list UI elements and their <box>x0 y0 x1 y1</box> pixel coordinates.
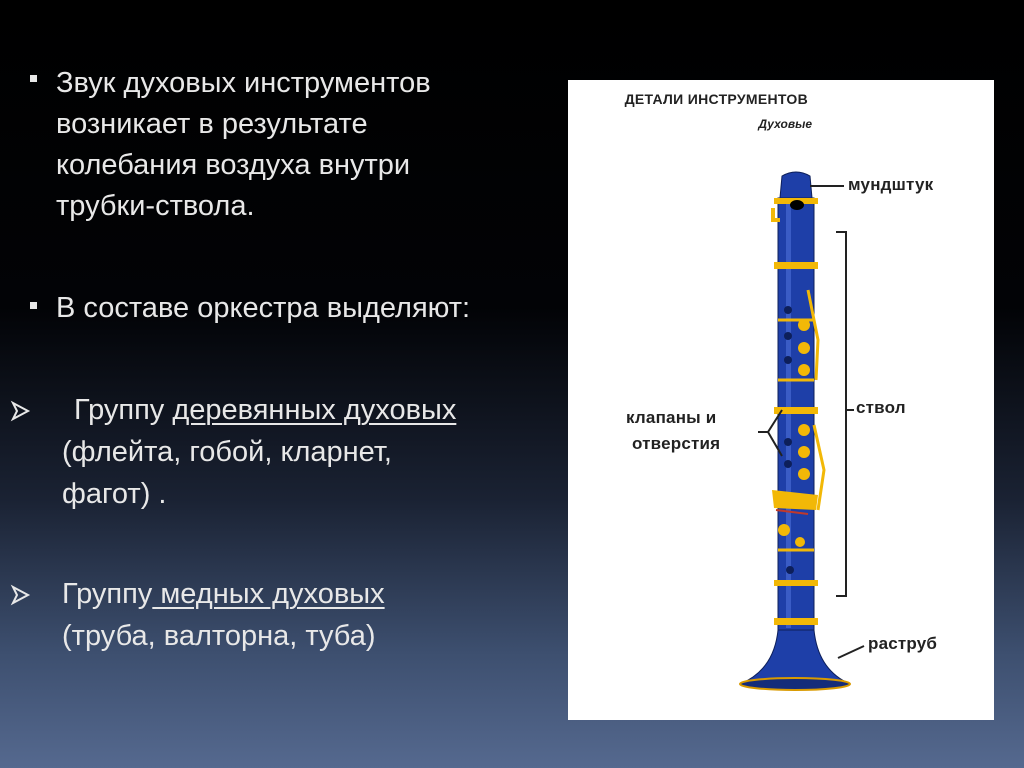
group2-prefix: Группу <box>62 578 153 610</box>
bullet-square-icon <box>30 75 37 82</box>
arrow-bullet-icon <box>10 584 32 606</box>
label-keys-line2: отверстия <box>632 434 721 453</box>
bullet1-line4: трубки-ствола. <box>56 190 255 222</box>
group2-link[interactable]: медных духовых <box>152 578 385 610</box>
instrument-figure <box>568 80 994 720</box>
group2-line1 <box>62 574 385 615</box>
bullet1-line3: колебания воздуха внутри <box>56 149 411 181</box>
label-bell: раструб <box>868 634 938 653</box>
bullet1-line1: Звук духовых инструментов <box>56 67 431 99</box>
group1-line1 <box>74 390 456 431</box>
bullet2-text: В составе оркестра выделяют: <box>56 292 471 324</box>
figure-title: ДЕТАЛИ ИНСТРУМЕНТОВ <box>624 91 808 107</box>
group1-prefix: Группу <box>74 394 173 426</box>
label-keys-line1: клапаны и <box>626 408 717 427</box>
group2-line2: (труба, валторна, туба) <box>62 620 376 652</box>
arrow-bullet-icon <box>10 400 32 422</box>
group1-line3: фагот) . <box>62 478 167 510</box>
bullet1-line2: возникает в результате <box>56 108 368 140</box>
figure-subtitle: Духовые <box>758 117 812 131</box>
bullet-square-icon <box>30 302 37 309</box>
label-mouthpiece: мундштук <box>848 175 934 194</box>
label-barrel: ствол <box>856 398 906 417</box>
group1-link[interactable]: деревянных духовых <box>172 394 457 426</box>
group1-line2: (флейта, гобой, кларнет, <box>62 436 392 468</box>
